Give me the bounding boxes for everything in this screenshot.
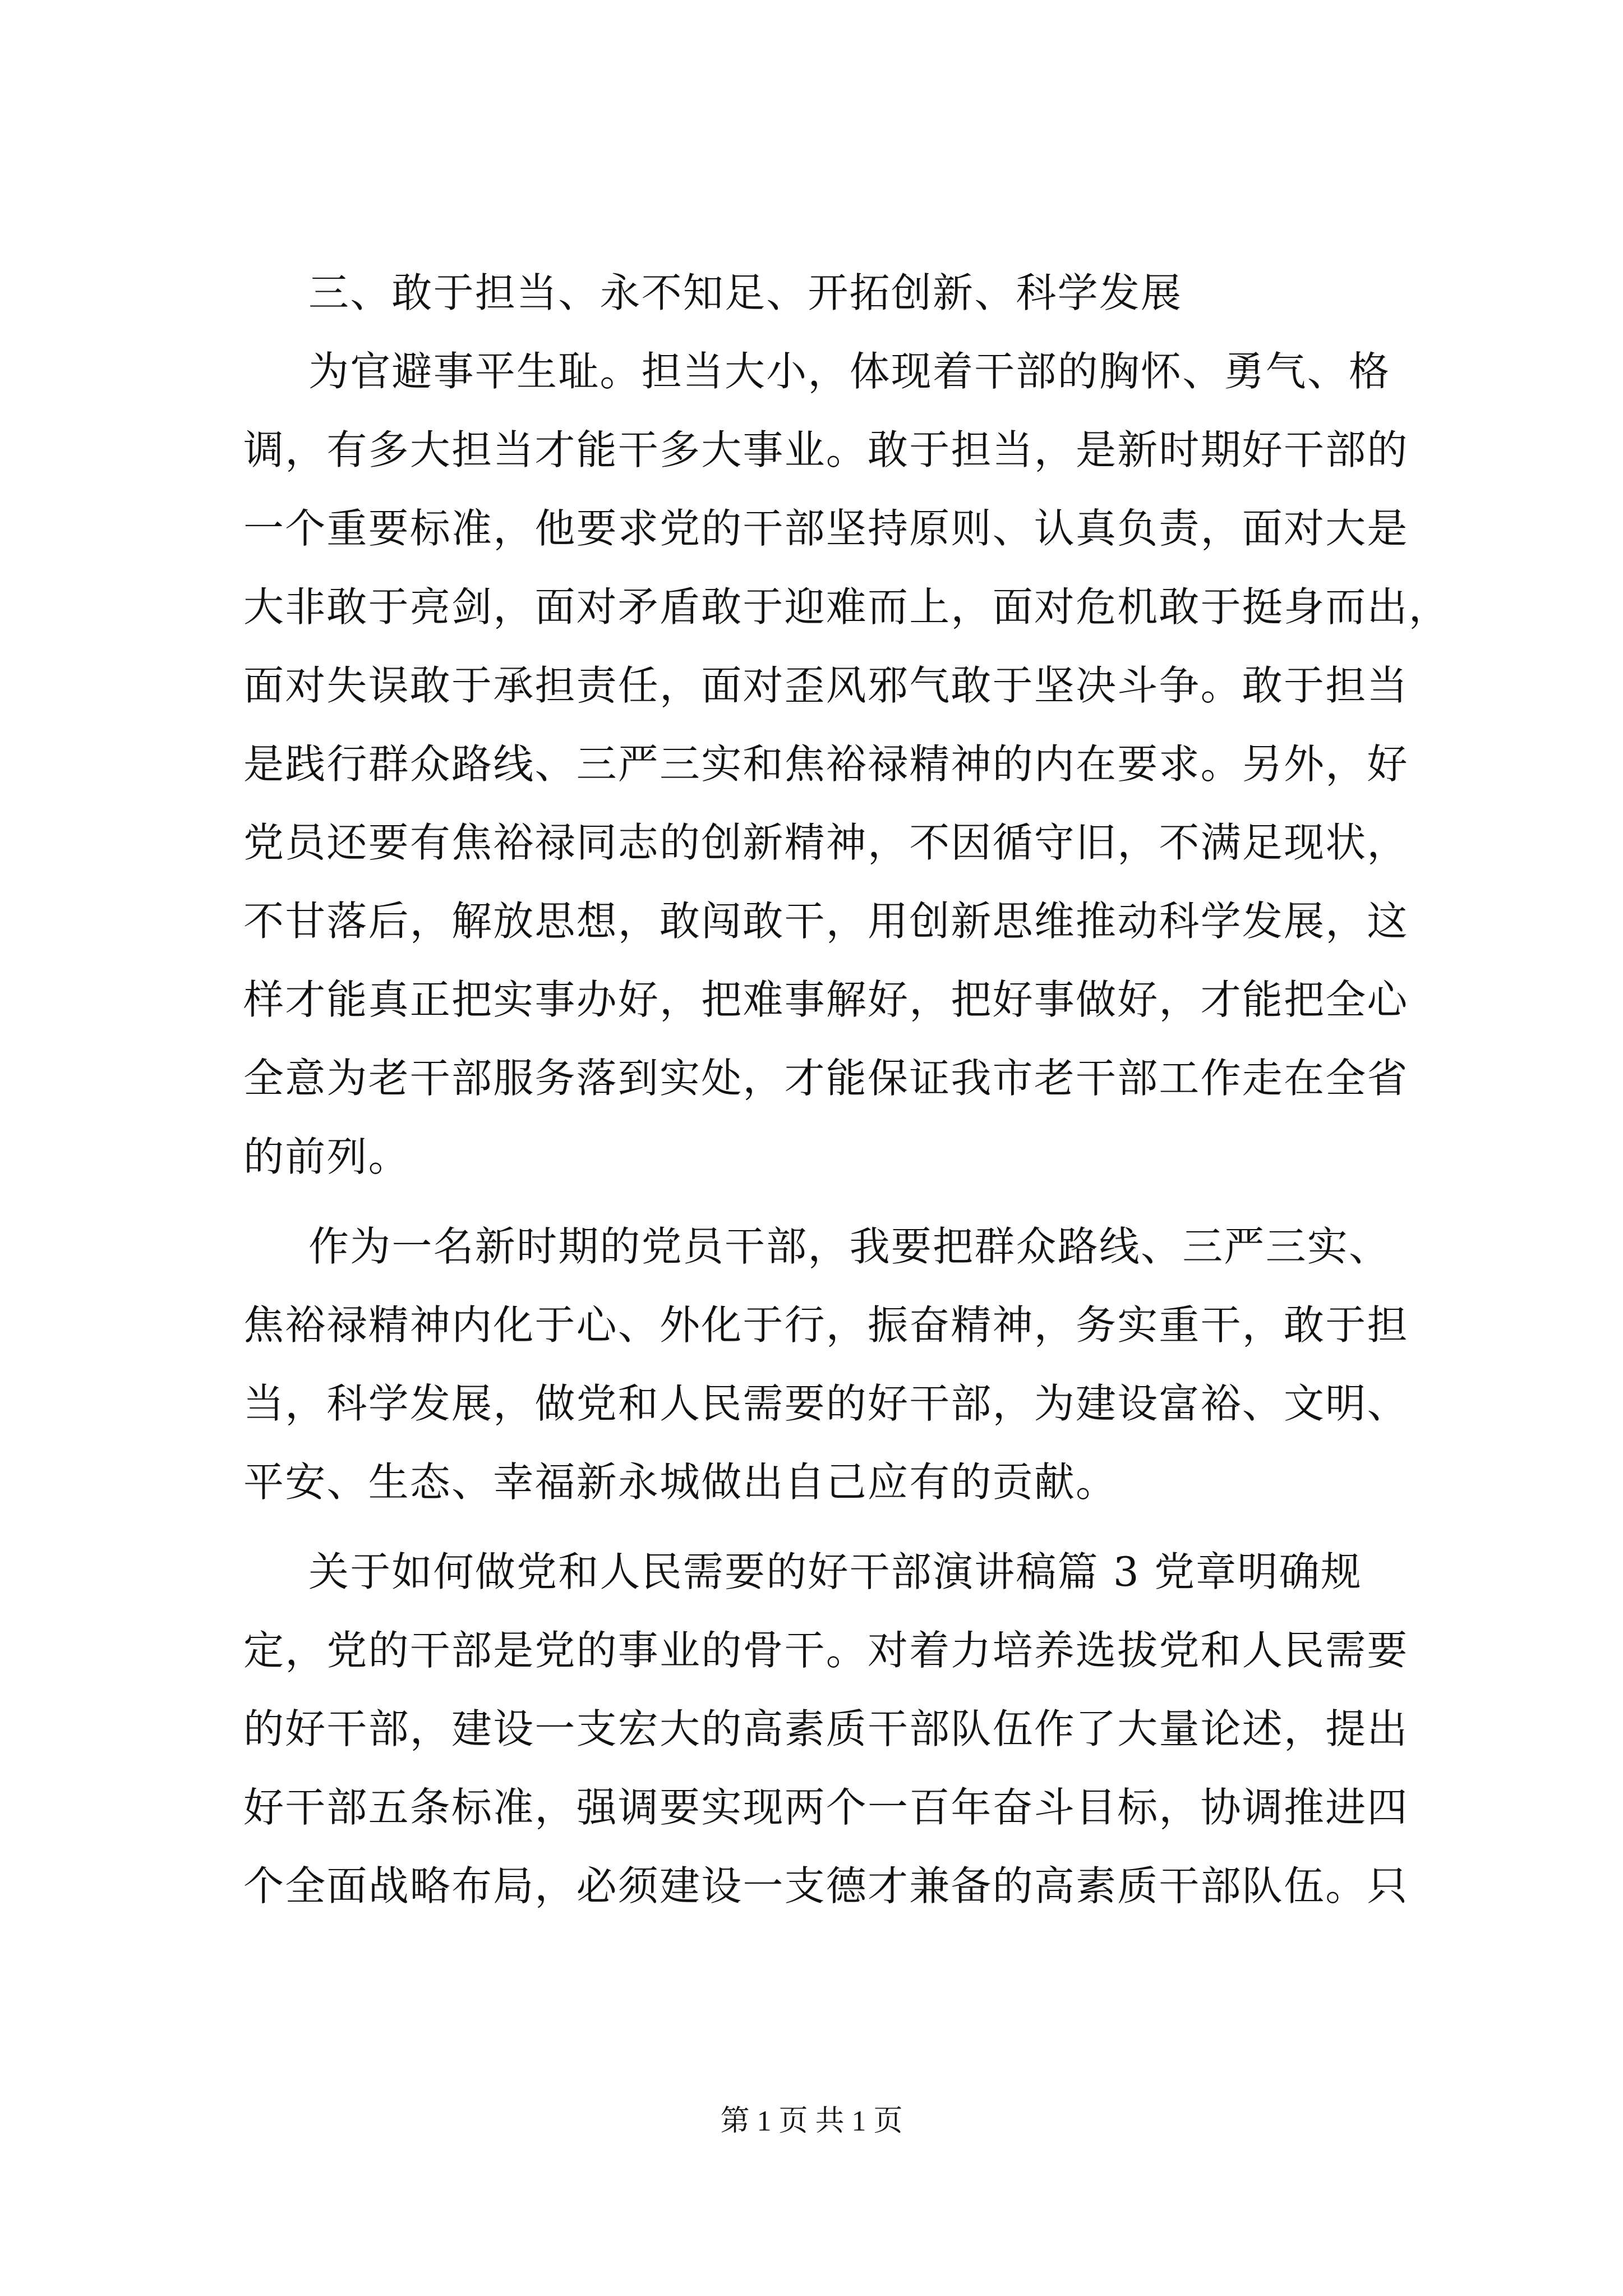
paragraph-speech-3: [243, 1533, 1421, 1925]
text-line: 一个重要标准，他要求党的干部坚持原则、认真负责，面对大是: [243, 505, 1409, 552]
text-line: 为官避事平生耻。担当大小，体现着干部的胸怀、勇气、格: [308, 348, 1391, 395]
paragraph-spacer: [243, 1521, 1421, 1533]
paragraph-commitment: [243, 1207, 1421, 1521]
text-line: 焦裕禄精神内化于心、外化于行，振奋精神，务实重干，敢于担: [243, 1301, 1409, 1349]
paragraph-courage: [243, 332, 1450, 1196]
text-line: 的好干部，建设一支宏大的高素质干部队伍作了大量论述，提出: [243, 1705, 1409, 1752]
text-line: 的前列。: [243, 1133, 410, 1180]
section-heading: [243, 254, 1421, 332]
text-line: 三、敢于担当、永不知足、开拓创新、科学发展: [308, 269, 1183, 316]
text-line: 调，有多大担当才能干多大事业。敢于担当，是新时期好干部的: [243, 426, 1409, 473]
text-line: 平安、生态、幸福新永城做出自己应有的贡献。: [243, 1458, 1118, 1506]
text-line: 全意为老干部服务落到实处，才能保证我市老干部工作走在全省: [243, 1055, 1409, 1102]
text-line: 大非敢于亮剑，面对矛盾敢于迎难而上，面对危机敢于挺身而出，: [243, 583, 1450, 631]
text-line: 好干部五条标准，强调要实现两个一百年奋斗目标，协调推进四: [243, 1784, 1409, 1831]
text-line: 关于如何做党和人民需要的好干部演讲稿篇 3 党章明确规: [308, 1548, 1362, 1595]
text-line: 个全面战略布局，必须建设一支德才兼备的高素质干部队伍。只: [243, 1862, 1409, 1910]
text-line: 作为一名新时期的党员干部，我要把群众路线、三严三实、: [308, 1223, 1391, 1270]
text-line: 面对失误敢于承担责任，面对歪风邪气敢于坚决斗争。敢于担当: [243, 662, 1409, 709]
text-line: 不甘落后，解放思想，敢闯敢干，用创新思维推动科学发展，这: [243, 898, 1409, 945]
page-number-footer: 第 1 页 共 1 页: [720, 2105, 903, 2137]
text-line: 是践行群众路线、三严三实和焦裕禄精神的内在要求。另外，好: [243, 740, 1409, 788]
document-body: [243, 254, 1450, 1925]
text-line: 党员还要有焦裕禄同志的创新精神，不因循守旧，不满足现状，: [243, 819, 1409, 866]
paragraph-spacer: [243, 1196, 1421, 1207]
text-line: 样才能真正把实事办好，把难事解好，把好事做好，才能把全心: [243, 976, 1409, 1023]
text-line: 当，科学发展，做党和人民需要的好干部，为建设富裕、文明、: [243, 1380, 1409, 1427]
text-line: 定，党的干部是党的事业的骨干。对着力培养选拔党和人民需要: [243, 1627, 1409, 1674]
